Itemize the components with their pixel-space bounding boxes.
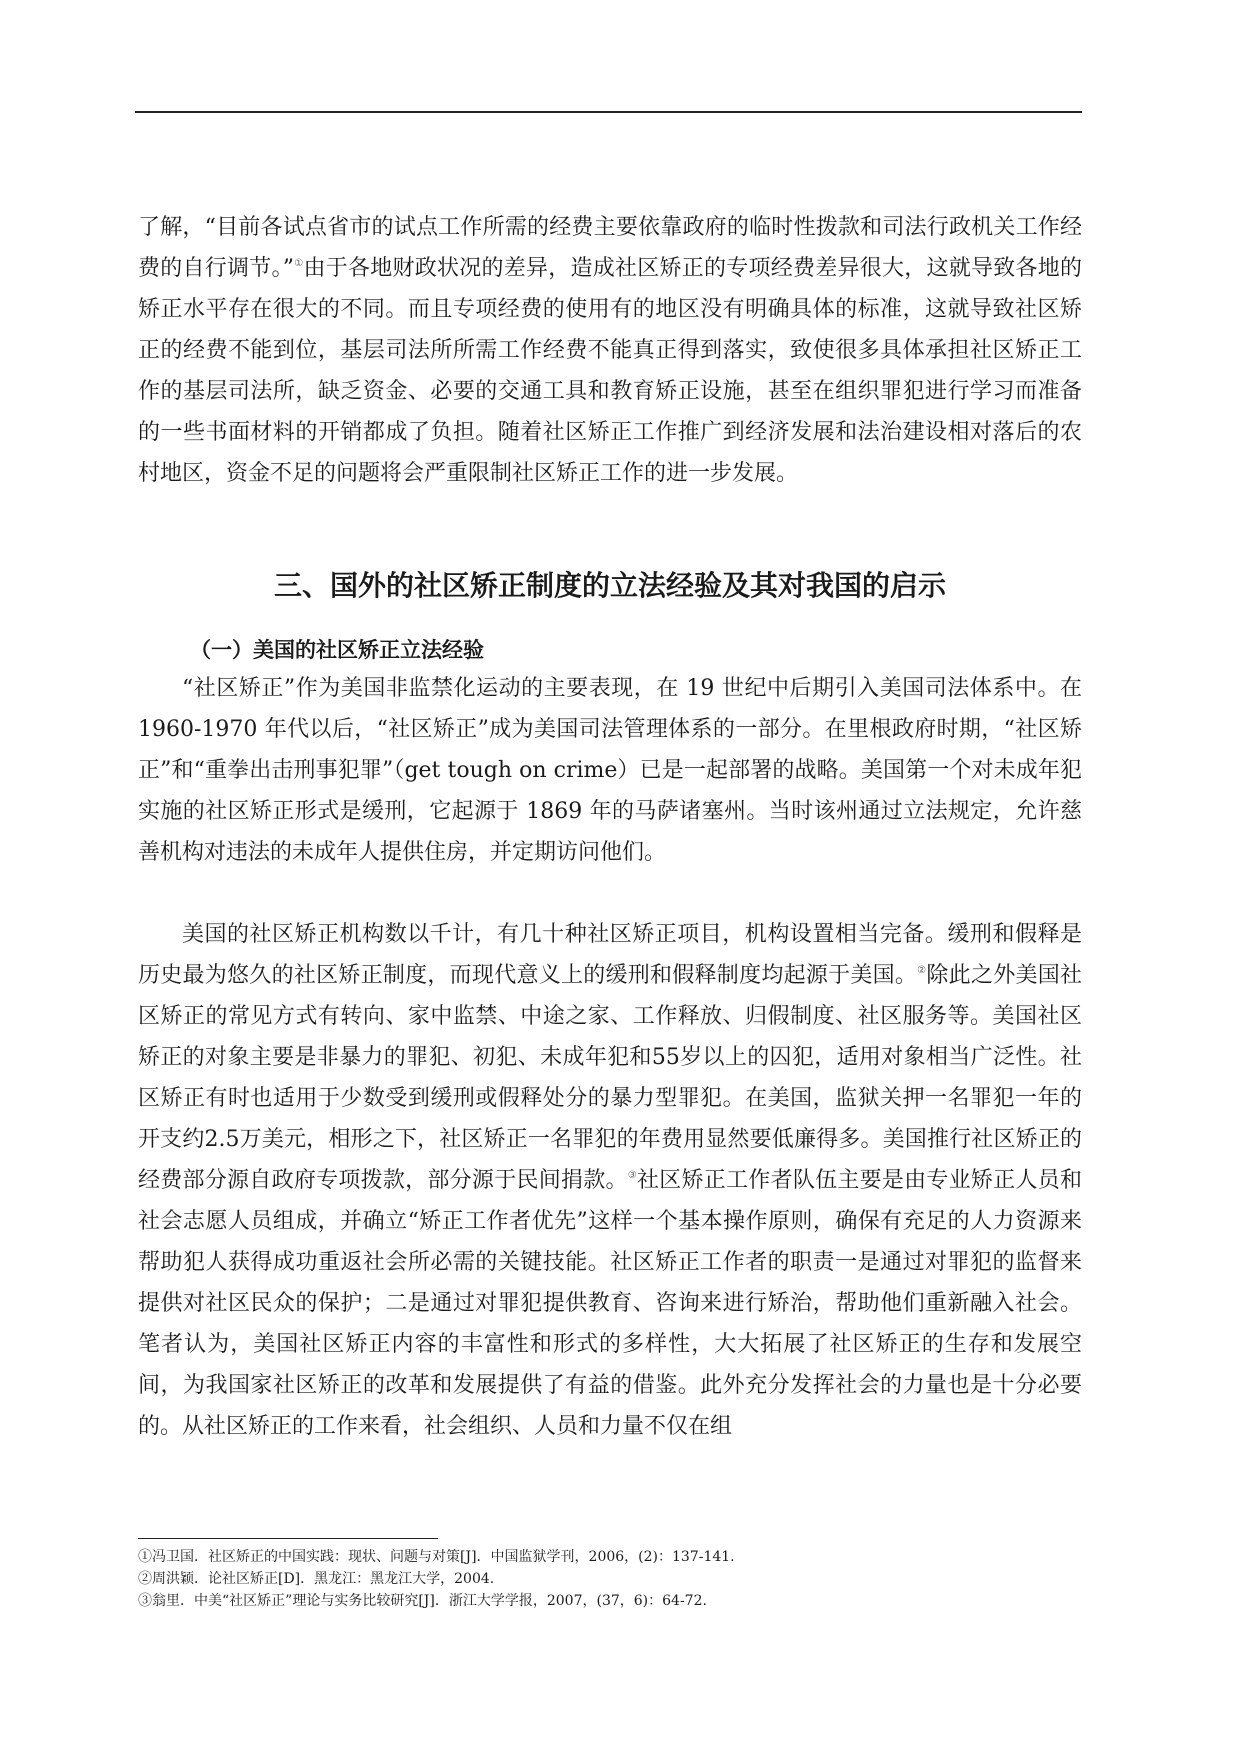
footnote-3: ③翁里．中美“社区矫正”理论与实务比较研究[J]．浙江大学学报，2007，(37，6)：64-72.	[138, 1593, 707, 1609]
footnote-ref-3[interactable]: ③	[627, 1170, 637, 1181]
subsection-heading: （一）美国的社区矫正立法经验	[190, 638, 484, 662]
footnote-1: ①冯卫国．社区矫正的中国实践：现状、问题与对策[J]．中国监狱学刊，2006，(2)：137-141.	[138, 1549, 735, 1565]
footnote-separator	[138, 1538, 438, 1539]
footnote-2: ②周洪颖．论社区矫正[D]．黑龙江：黑龙江大学，2004.	[138, 1571, 495, 1587]
footnote-ref-1[interactable]: ①	[294, 258, 304, 269]
body-paragraph-3	[138, 914, 1082, 1447]
paragraph-text: 美国的社区矫正机构数以千计，有几十种社区矫正项目，机构设置相当完备。缓刑和假释是历史最为悠久的社区矫正制度，而现代意义上的缓刑和假释制度均起源于美国。	[138, 922, 1082, 988]
paragraph-text: 除此之外美国社区矫正的常见方式有转向、家中监禁、中途之家、工作释放、归假制度、社区服务等。美国社区矫正的对象主要是非暴力的罪犯、初犯、未成年犯和55岁以上的囚犯，适用对象相当广泛性。社区矫正有时也适用于少数受到缓刑或假释处分的暴力型罪犯。在美国，监狱关押一名罪犯一年的开支约2.5万美元，相形之下，社区矫正一名罪犯的年费用显然要低廉得多。美国推行社区矫正的经费部分源自政府专项拨款，部分源于民间捐款。	[138, 963, 1082, 1193]
header-rule	[135, 111, 1082, 113]
paragraph-text: 由于各地财政状况的差异，造成社区矫正的专项经费差异很大，这就导致各地的矫正水平存在很大的不同。而且专项经费的使用有的地区没有明确具体的标准，这就导致社区矫正的经费不能到位，基层司法所所需工作经费不能真正得到落实，致使很多具体承担社区矫正工作的基层司法所，缺乏资金、必要的交通工具和教育矫正设施，甚至在组织罪犯进行学习而准备的一些书面材料的开销都成了负担。随着社区矫正工作推广到经济发展和法治建设相对落后的农村地区，资金不足的问题将会严重限制社区矫正工作的进一步发展。	[138, 256, 1082, 486]
paragraph-text: 了解，“目前各试点省市的试点工作所需的经费主要依靠政府的临时性拨款和司法行政机关工作经费的自行调节。”	[138, 215, 1082, 281]
paragraph-text: 社区矫正工作者队伍主要是由专业矫正人员和社会志愿人员组成，并确立“矫正工作者优先”这样一个基本操作原则，确保有充足的人力资源来帮助犯人获得成功重返社会所必需的关键技能。社区矫正工作者的职责一是通过对罪犯的监督来提供对社区民众的保护；二是通过对罪犯提供教育、咨询来进行矫治，帮助他们重新融入社会。笔者认为，美国社区矫正内容的丰富性和形式的多样性，大大拓展了社区矫正的生存和发展空间，为我国家社区矫正的改革和发展提供了有益的借鉴。此外充分发挥社会的力量也是十分必要的。从社区矫正的工作来看，社会组织、人员和力量不仅在组	[138, 1168, 1082, 1439]
footnotes-list	[138, 1546, 1082, 1612]
body-paragraph-1	[138, 207, 1082, 494]
section-heading: 三、国外的社区矫正制度的立法经验及其对我国的启示	[273, 569, 946, 602]
footnote-ref-2[interactable]: ②	[917, 965, 927, 976]
body-paragraph-2: “社区矫正”作为美国非监禁化运动的主要表现，在 19 世纪中后期引入美国司法体系中。在 1960-1970 年代以后，“社区矫正”成为美国司法管理体系的一部分。在里根政府时期，“社区矫正”和“重拳出击刑事犯罪”（get tough on crime）已是一起部署的战略。美国第一个对未成年犯实施的社区矫正形式是缓刑，它起源于 1869 年的马萨诸塞州。当时该州通过立法规定，允许慈善机构对违法的未成年人提供住房，并定期访问他们。	[138, 676, 1082, 865]
